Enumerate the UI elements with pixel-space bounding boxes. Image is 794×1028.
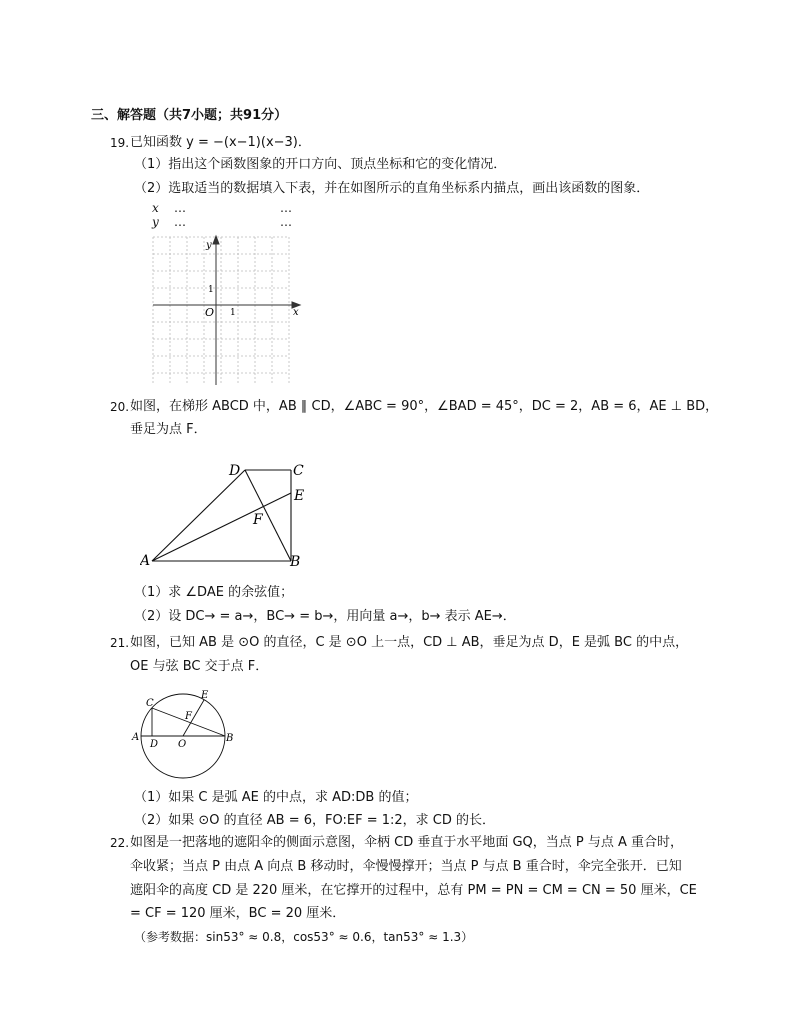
q19-number: 19. [110, 136, 130, 150]
q20-line1: 如图，在梯形 ABCD 中，AB ∥ CD，∠ABC = 90°，∠BAD = 45°，DC = 2，AB = 6，AE ⊥ BD， [130, 399, 719, 414]
q19-tick-x-1: 1 [230, 308, 236, 318]
q22-line1: 如图是一把落地的遮阳伞的侧面示意图，伞柄 CD 垂直于水平地面 GQ，当点 P 与点 A 重合时， [130, 835, 684, 850]
q19-tick-y-1: 1 [208, 285, 214, 295]
q19-coordinate-grid [148, 232, 308, 388]
q22-number: 22. [110, 836, 130, 850]
q19-y-axis-label: y [206, 240, 212, 251]
q20-label-C: C [293, 463, 304, 479]
q20-label-E: E [294, 488, 305, 504]
q19-table-y-start: … [174, 215, 186, 229]
q19-part2: （2）选取适当的数据填入下表，并在如图所示的直角坐标系内描点，画出该函数的图象． [134, 181, 650, 196]
q20-number: 20. [110, 400, 130, 414]
q20-label-B: B [290, 554, 301, 570]
q19-table-row-x [152, 202, 312, 215]
q19-table-x-start: … [174, 201, 186, 215]
q20-side-DA [152, 470, 245, 561]
q21-part2: （2）如果 ⊙O 的直径 AB = 6，FO:EF = 1:2，求 CD 的长． [134, 813, 496, 828]
q20-diagonal-BD [245, 470, 291, 561]
q19-origin-label: O [205, 306, 215, 319]
q21-line1: 如图，已知 AB 是 ⊙O 的直径，C 是 ⊙O 上一点，CD ⊥ AB，垂足为点 D，E 是弧 BC 的中点， [130, 635, 689, 650]
q19-table-row-y [152, 216, 312, 229]
q22-line2: 伞收紧；当点 P 由点 A 向点 B 移动时，伞慢慢撑开；当点 P 与点 B 重合时，伞完全张开．已知 [130, 859, 682, 874]
q20-label-D: D [229, 463, 241, 479]
q21-part1: （1）如果 C 是弧 AE 的中点，求 AD:DB 的值； [134, 790, 418, 805]
q20-label-F: F [253, 512, 263, 528]
q19-table-x-label: x [152, 201, 159, 215]
q21-label-B: B [226, 733, 234, 744]
q20-trapezoid-figure [140, 458, 320, 573]
q20-label-A: A [140, 553, 151, 569]
q19-part1: （1）指出这个函数图象的开口方向、顶点坐标和它的变化情况． [134, 157, 507, 172]
q19-table-y-end: … [280, 215, 292, 229]
q21-line2: OE 与弦 BC 交于点 F． [130, 659, 269, 674]
q19-stem: 已知函数 y = −(x−1)(x−3)． [130, 135, 311, 150]
q19-x-axis-label: x [293, 307, 299, 318]
q22-reference-data: （参考数据：sin53° ≈ 0.8，cos53° ≈ 0.6，tan53° ≈ 1.3） [134, 930, 474, 944]
q19-table-y-label: y [152, 215, 159, 229]
q21-label-E: E [201, 690, 209, 701]
q21-label-O: O [178, 739, 187, 750]
q21-label-F: F [185, 711, 192, 722]
section-title: 三、解答题（共7小题；共91分） [91, 108, 288, 123]
q20-line2: 垂足为点 F． [130, 422, 207, 437]
q21-number: 21. [110, 636, 130, 650]
q21-label-A: A [132, 732, 140, 743]
q22-line4: = CF = 120 厘米，BC = 20 厘米． [130, 906, 346, 921]
q20-part1: （1）求 ∠DAE 的余弦值； [134, 585, 294, 600]
q21-circle-figure [130, 686, 240, 782]
q19-table-x-end: … [280, 201, 292, 215]
q20-part2: （2）设 DC→ = a→，BC→ = b→，用向量 a→，b→ 表示 AE→． [134, 609, 516, 624]
q21-label-D: D [150, 739, 159, 750]
q22-line3: 遮阳伞的高度 CD 是 220 厘米，在它撑开的过程中，总有 PM = PN = CM = CN = 50 厘米，CE [130, 883, 697, 898]
q21-label-C: C [146, 698, 154, 709]
q19-grid-lines [153, 237, 289, 385]
q20-segment-AE [152, 493, 291, 561]
